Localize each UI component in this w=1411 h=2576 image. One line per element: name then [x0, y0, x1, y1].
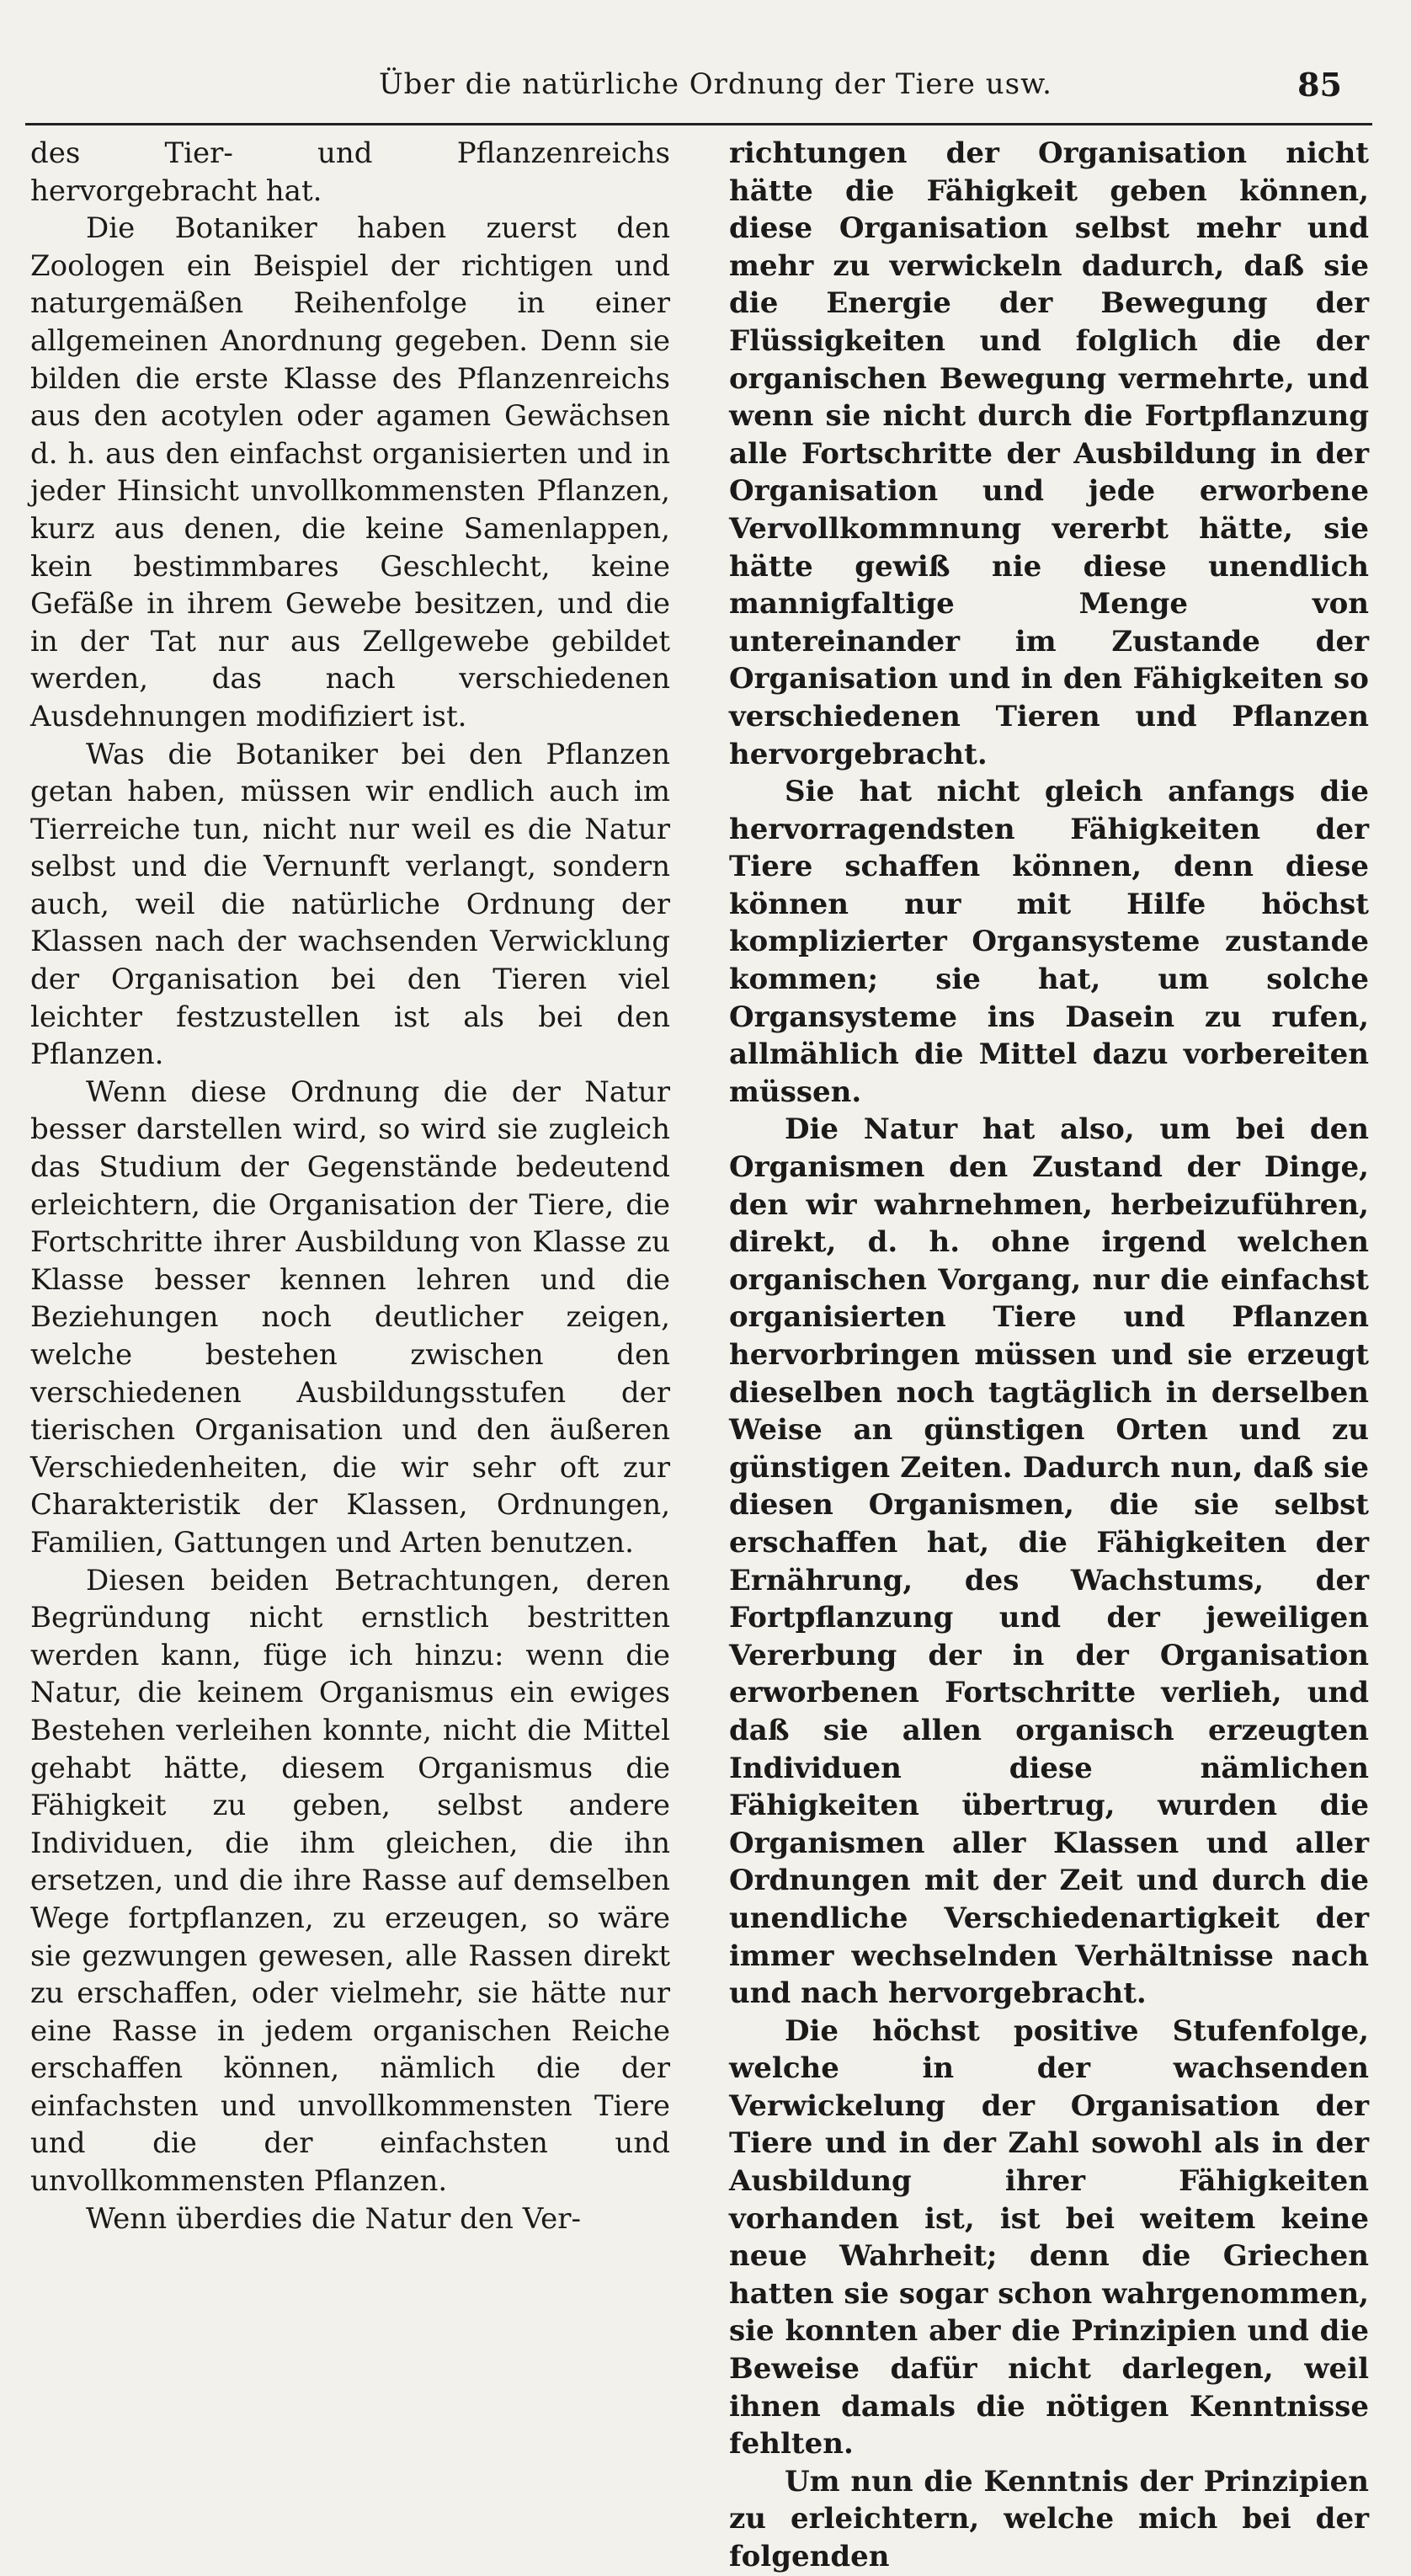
paragraph: Wenn diese Ordnung die der Natur besser darstellen wird, so wird sie zugleich das Studium der Gegenstände bedeutend erleichtern, die Organisation der Tiere, die Fortschritte ihrer Ausbildung von Klasse zu Klasse besser kennen lehren und die Beziehungen noch deutlicher zeigen, welche bestehen zwischen den verschiedenen Ausbildungsstufen der tierischen Organisation und den äußeren Verschiedenheiten, die wir sehr oft zur Charakteristik der Klassen, Ordnungen, Familien, Gattungen und Arten benutzen.: [30, 1075, 670, 1560]
paragraph: Was die Botaniker bei den Pflanzen getan haben, müssen wir endlich auch im Tierreiche tun, nicht nur weil es die Natur selbst und die Vernunft verlangt, sondern auch, weil die natürliche Ordnung der Klassen nach der wachsenden Verwicklung der Organisation bei den Tieren viel leichter festzustellen ist als bei den Pflanzen.: [30, 737, 670, 1072]
paragraph: Wenn überdies die Natur den Ver-: [86, 2201, 582, 2236]
running-title: Über die natürliche Ordnung der Tiere usw.: [379, 67, 1052, 101]
paragraph: des Tier- und Pflanzenreichs hervorgebracht hat.: [30, 136, 670, 208]
right-column: [729, 135, 1369, 2576]
paragraph: Die Botaniker haben zuerst den Zoologen ein Beispiel der richtigen und naturgemäßen Reihenfolge in einer allgemeinen Anordnung gegeben. Denn sie bilden die erste Klasse des Pflanzenreichs aus den acotylen oder agamen Gewächsen d. h. aus den einfachst organisierten und in jeder Hinsicht unvollkommensten Pflanzen, kurz aus denen, die keine Samenlappen, kein bestimmbares Geschlecht, keine Gefäße in ihrem Gewebe besitzen, und die in der Tat nur aus Zellgewebe gebildet werden, das nach verschiedenen Ausdehnungen modifiziert ist.: [30, 211, 670, 733]
paragraph: Diesen beiden Betrachtungen, deren Begründung nicht ernstlich bestritten werden kann, füge ich hinzu: wenn die Natur, die keinem Organismus ein ewiges Bestehen verleihen konnte, nicht die Mittel gehabt hätte, diesem Organismus die Fähigkeit zu geben, selbst andere Individuen, die ihm gleichen, die ihn ersetzen, und die ihre Rasse auf demselben Wege fortpflanzen, zu erzeugen, so wäre sie gezwungen gewesen, alle Rassen direkt zu erschaffen, oder vielmehr, sie hätte nur eine Rasse in jedem organischen Reiche erschaffen können, nämlich die der einfachsten und unvollkommensten Tiere und die der einfachsten und unvollkommensten Pflanzen.: [30, 1563, 670, 2199]
paragraph: Die höchst positive Stufenfolge, welche in der wachsenden Verwickelung der Organisation der Tiere und in der Zahl sowohl als in der Ausbildung ihrer Fähigkeiten vorhanden ist, ist bei weitem keine neue Wahrheit; denn die Griechen hatten sie sogar schon wahrgenommen, sie konnten aber die Prinzipien und die Beweise dafür nicht darlegen, weil ihnen damals die nötigen Kenntnisse fehlten.: [729, 2013, 1369, 2461]
column-gutter: [699, 135, 700, 2223]
paragraph: richtungen der Organisation nicht hätte die Fähigkeit geben können, diese Organisation selbst mehr und mehr zu verwickeln dadurch, daß sie die Energie der Bewegung der Flüssigkeiten und folglich die der organischen Bewegung vermehrte, und wenn sie nicht durch die Fortpflanzung alle Fortschritte der Ausbildung in der Organisation und jede erworbene Vervollkommnung vererbt hätte, sie hätte gewiß nie diese unendlich mannigfaltige Menge von untereinander im Zustande der Organisation und in den Fähigkeiten so verschiedenen Tieren und Pflanzen hervorgebracht.: [729, 136, 1369, 771]
paragraph: Die Natur hat also, um bei den Organismen den Zustand der Dinge, den wir wahrnehmen, herbeizuführen, direkt, d. h. ohne irgend welchen organischen Vorgang, nur die einfachst organisierten Tiere und Pflanzen hervorbringen müssen und sie erzeugt dieselben noch tagtäglich in derselben Weise an günstigen Orten und zu günstigen Zeiten. Dadurch nun, daß sie diesen Organismen, die sie selbst erschaffen hat, die Fähigkeiten der Ernährung, des Wachstums, der Fortpflanzung und der jeweiligen Vererbung der in der Organisation erworbenen Fortschritte verlieh, und daß sie allen organisch erzeugten Individuen diese nämlichen Fähigkeiten übertrug, wurden die Organismen aller Klassen und aller Ordnungen mit der Zeit und durch die unendliche Verschiedenartigkeit der immer wechselnden Verhältnisse nach und nach hervorgebracht.: [729, 1112, 1369, 2011]
left-column: [30, 135, 670, 2237]
page-number: 85: [1297, 66, 1342, 104]
running-header: [25, 56, 1372, 125]
paragraph: Sie hat nicht gleich anfangs die hervorragendsten Fähigkeiten der Tiere schaffen können, denn diese können nur mit Hilfe höchst komplizierter Organsysteme zustande kommen; sie hat, um solche Organsysteme ins Dasein zu rufen, allmählich die Mittel dazu vorbereiten müssen.: [729, 775, 1369, 1109]
paragraph: Um nun die Kenntnis der Prinzipien zu erleichtern, welche mich bei der folgenden: [729, 2464, 1369, 2573]
